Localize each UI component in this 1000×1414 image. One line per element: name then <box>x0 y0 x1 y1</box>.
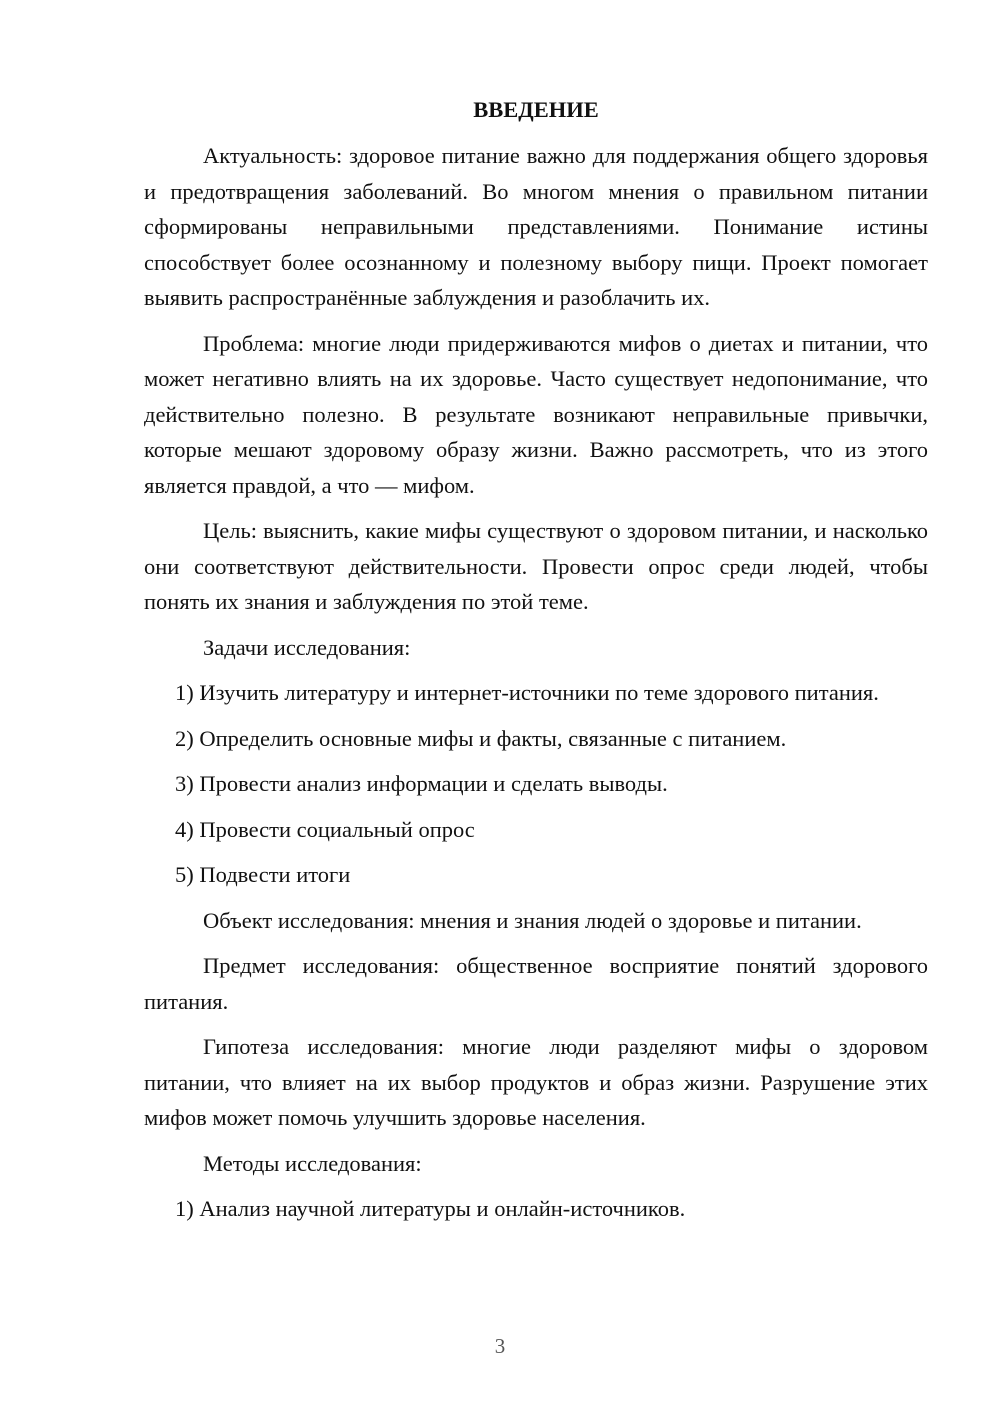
task-item-2: 2) Определить основные мифы и факты, связанные с питанием. <box>175 725 787 751</box>
task-item-1: 1) Изучить литературу и интернет-источники по теме здорового питания. <box>175 680 879 705</box>
method-item-1: 1) Анализ научной литературы и онлайн-источников. <box>175 1196 686 1221</box>
research-object-paragraph: Объект исследования: мнения и знания людей о здоровье и питании. <box>203 907 862 933</box>
methods-heading: Методы исследования: <box>203 1150 422 1176</box>
goal-paragraph: Цель: выяснить, какие мифы существуют о здоровом питании, и насколько они соответствуют действительности. Провести опрос среди людей, чтобы понять их знания и заблуждения по этой теме. <box>144 518 928 614</box>
research-subject-paragraph: Предмет исследования: общественное восприятие понятий здорового питания. <box>144 953 928 1014</box>
tasks-heading: Задачи исследования: <box>203 634 411 660</box>
problem-paragraph: Проблема: многие люди придерживаются мифов о диетах и питании, что может негативно влиять на их здоровье. Часто существует недопонимание, что действительно полезно. В результате возникают неправильные привычки, которые мешают здоровому образу жизни. Важно рассмотреть, что из этого является правдой, а что — мифом. <box>144 330 928 498</box>
page-title: ВВЕДЕНИЕ <box>473 97 599 122</box>
task-item-4: 4) Провести социальный опрос <box>175 816 475 842</box>
task-item-3: 3) Провести анализ информации и сделать выводы. <box>175 771 668 796</box>
page-number: 3 <box>494 1334 506 1358</box>
research-hypothesis-paragraph: Гипотеза исследования: многие люди разделяют мифы о здоровом питании, что влияет на их выбор продуктов и образ жизни. Разрушение этих мифов может помочь улучшить здоровье населения. <box>144 1034 928 1130</box>
document-body <box>144 92 928 1237</box>
task-item-5: 5) Подвести итоги <box>175 862 351 887</box>
relevance-paragraph: Актуальность: здоровое питание важно для поддержания общего здоровья и предотвращения заболеваний. Во многом мнения о правильном питании сформированы неправильными представлениями. Понимание истины способствует более осознанному и полезному выбору пищи. Проект помогает выявить распространённые заблуждения и разоблачить их. <box>144 143 928 310</box>
